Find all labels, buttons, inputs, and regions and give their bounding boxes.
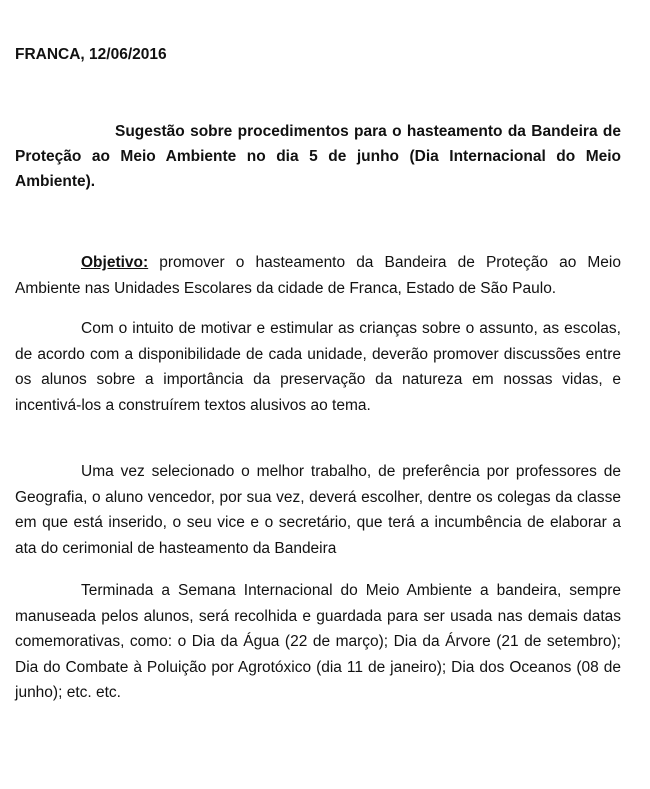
subject-heading: Sugestão sobre procedimentos para o hasteamento da Bandeira de Proteção ao Meio Ambiente no dia 5 de junho (Dia Internacional do Meio Ambiente). bbox=[15, 123, 621, 190]
dateline: FRANCA, 12/06/2016 bbox=[15, 46, 167, 63]
body-paragraph-1: Com o intuito de motivar e estimular as crianças sobre o assunto, as escolas, de acordo com a disponibilidade de cada unidade, deverão promover discussões entre os alunos sobre a importância da preservação da natureza em nossas vidas, e incentivá-los a construírem textos alusivos ao tema. bbox=[15, 320, 621, 414]
body-paragraph-3: Terminada a Semana Internacional do Meio Ambiente a bandeira, sempre manuseada pelos alunos, será recolhida e guardada para ser usada nas demais datas comemorativas, como: o Dia da Água (22 de março); Dia da Árvore (21 de setembro); Dia do Combate à Poluição por Agrotóxico (dia 11 de janeiro); Dia dos Oceanos (08 de junho); etc. etc. bbox=[15, 582, 621, 701]
objective-text: promover o hasteamento da Bandeira de Proteção ao Meio Ambiente nas Unidades Escolares da cidade de Franca, Estado de São Paulo. bbox=[15, 254, 621, 297]
body-paragraph-2: Uma vez selecionado o melhor trabalho, de preferência por professores de Geografia, o aluno vencedor, por sua vez, deverá escolher, dentre os colegas da classe em que está inserido, o seu vice e o secretário, que terá a incumbência de elaborar a ata do cerimonial de hasteamento da Bandeira bbox=[15, 463, 621, 557]
objective-label: Objetivo: bbox=[81, 254, 149, 271]
objective-paragraph bbox=[15, 250, 621, 301]
